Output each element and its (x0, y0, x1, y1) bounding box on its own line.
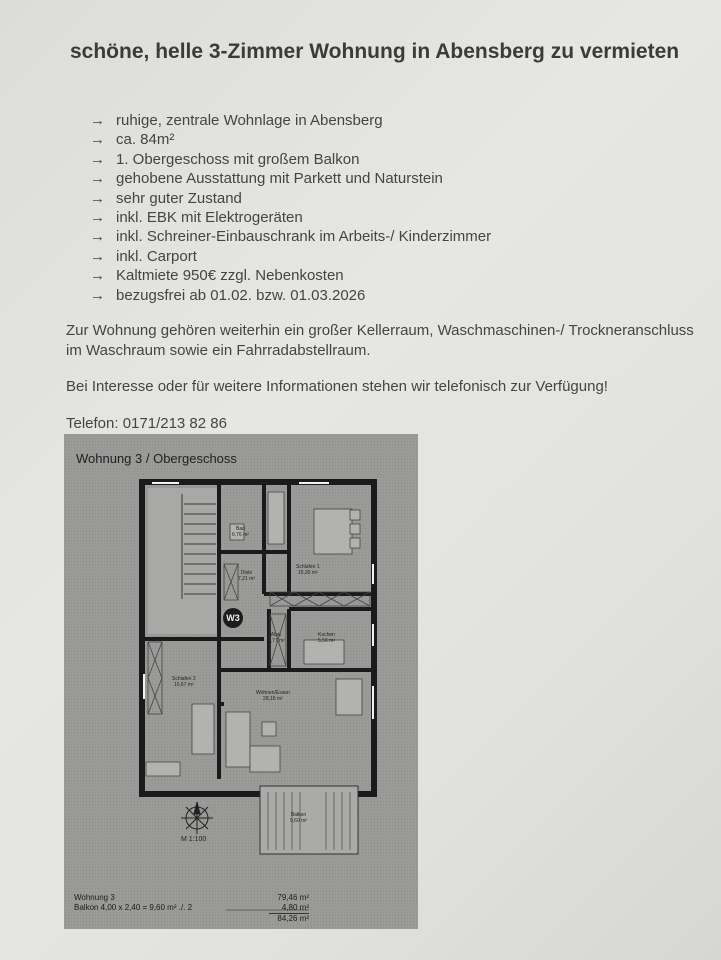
feature-item: → Kaltmiete 950€ zzgl. Nebenkosten (90, 267, 344, 285)
arrow-icon: → (90, 112, 105, 129)
extras-paragraph: Zur Wohnung gehören weiterhin ein großer Kellerraum, Waschmaschinen-/ Trockneranschluss im Waschraum sowie ein Fahrradabstellraum. (66, 322, 694, 359)
room-label-balkon: Balkon 9,60 m² (290, 812, 307, 824)
area-total: 84,26 m² (269, 913, 309, 924)
arrow-icon: → (90, 131, 105, 149)
area-calculation: Wohnung 3 Balkon 4,00 x 2,40 = 9,60 m² ./. 2 (74, 893, 193, 912)
area-line: 4,80 m² (281, 903, 309, 912)
phone-number: Telefon: 0171/213 82 86 (66, 415, 227, 432)
area-totals (269, 893, 309, 924)
feature-item: → ca. 84m² (90, 131, 175, 149)
arrow-icon: → (90, 267, 105, 285)
feature-item: → gehobene Ausstattung mit Parkett und Naturstein (90, 170, 443, 188)
room-label-diele: Diele 7,21 m² (238, 570, 255, 582)
arrow-icon: → (90, 228, 105, 246)
arrow-icon: → (90, 170, 105, 188)
room-label-schlafen-1: Schlafen 1 15,30 m² (296, 564, 320, 576)
arrow-icon: → (90, 150, 105, 168)
room-label-abst: Abst. 1,77 m² (268, 632, 285, 644)
feature-item: → ruhige, zentrale Wohnlage in Abensberg (90, 112, 383, 129)
arrow-icon: → (90, 209, 105, 227)
feature-item: → inkl. Schreiner-Einbauschrank im Arbeits-/ Kinderzimmer (90, 228, 492, 246)
room-label-schlafen-2: Schlafen 2 15,67 m² (172, 676, 196, 688)
feature-list (90, 111, 491, 305)
room-label-bad: Bad 6,76 m² (232, 526, 249, 538)
arrow-icon: → (90, 286, 105, 304)
feature-item: → inkl. EBK mit Elektrogeräten (90, 209, 303, 227)
arrow-icon: → (90, 189, 105, 207)
arrow-icon: → (90, 247, 105, 265)
scale-label: M 1:100 (181, 836, 207, 843)
feature-item: → sehr guter Zustand (90, 189, 242, 207)
north-arrow-icon (181, 802, 213, 834)
listing-title: schöne, helle 3-Zimmer Wohnung in Abensberg zu vermieten (70, 40, 680, 63)
floor-plan (64, 434, 418, 929)
floor-plan-drawing (64, 434, 418, 929)
area-line: 79,46 m² (277, 893, 309, 902)
feature-item: → inkl. Carport (90, 247, 197, 265)
room-label-wohnen: Wohnen/Essen 28,16 m² (256, 690, 290, 702)
floor-plan-title: Wohnung 3 / Obergeschoss (76, 451, 237, 466)
contact-paragraph: Bei Interesse oder für weitere Informationen stehen wir telefonisch zur Verfügung! (66, 378, 608, 395)
unit-marker: W3 (223, 608, 243, 628)
feature-item: → 1. Obergeschoss mit großem Balkon (90, 150, 360, 168)
feature-item: → bezugsfrei ab 01.02. bzw. 01.03.2026 (90, 286, 366, 304)
room-label-kochen: Kochen 5,56 m² (318, 632, 335, 644)
